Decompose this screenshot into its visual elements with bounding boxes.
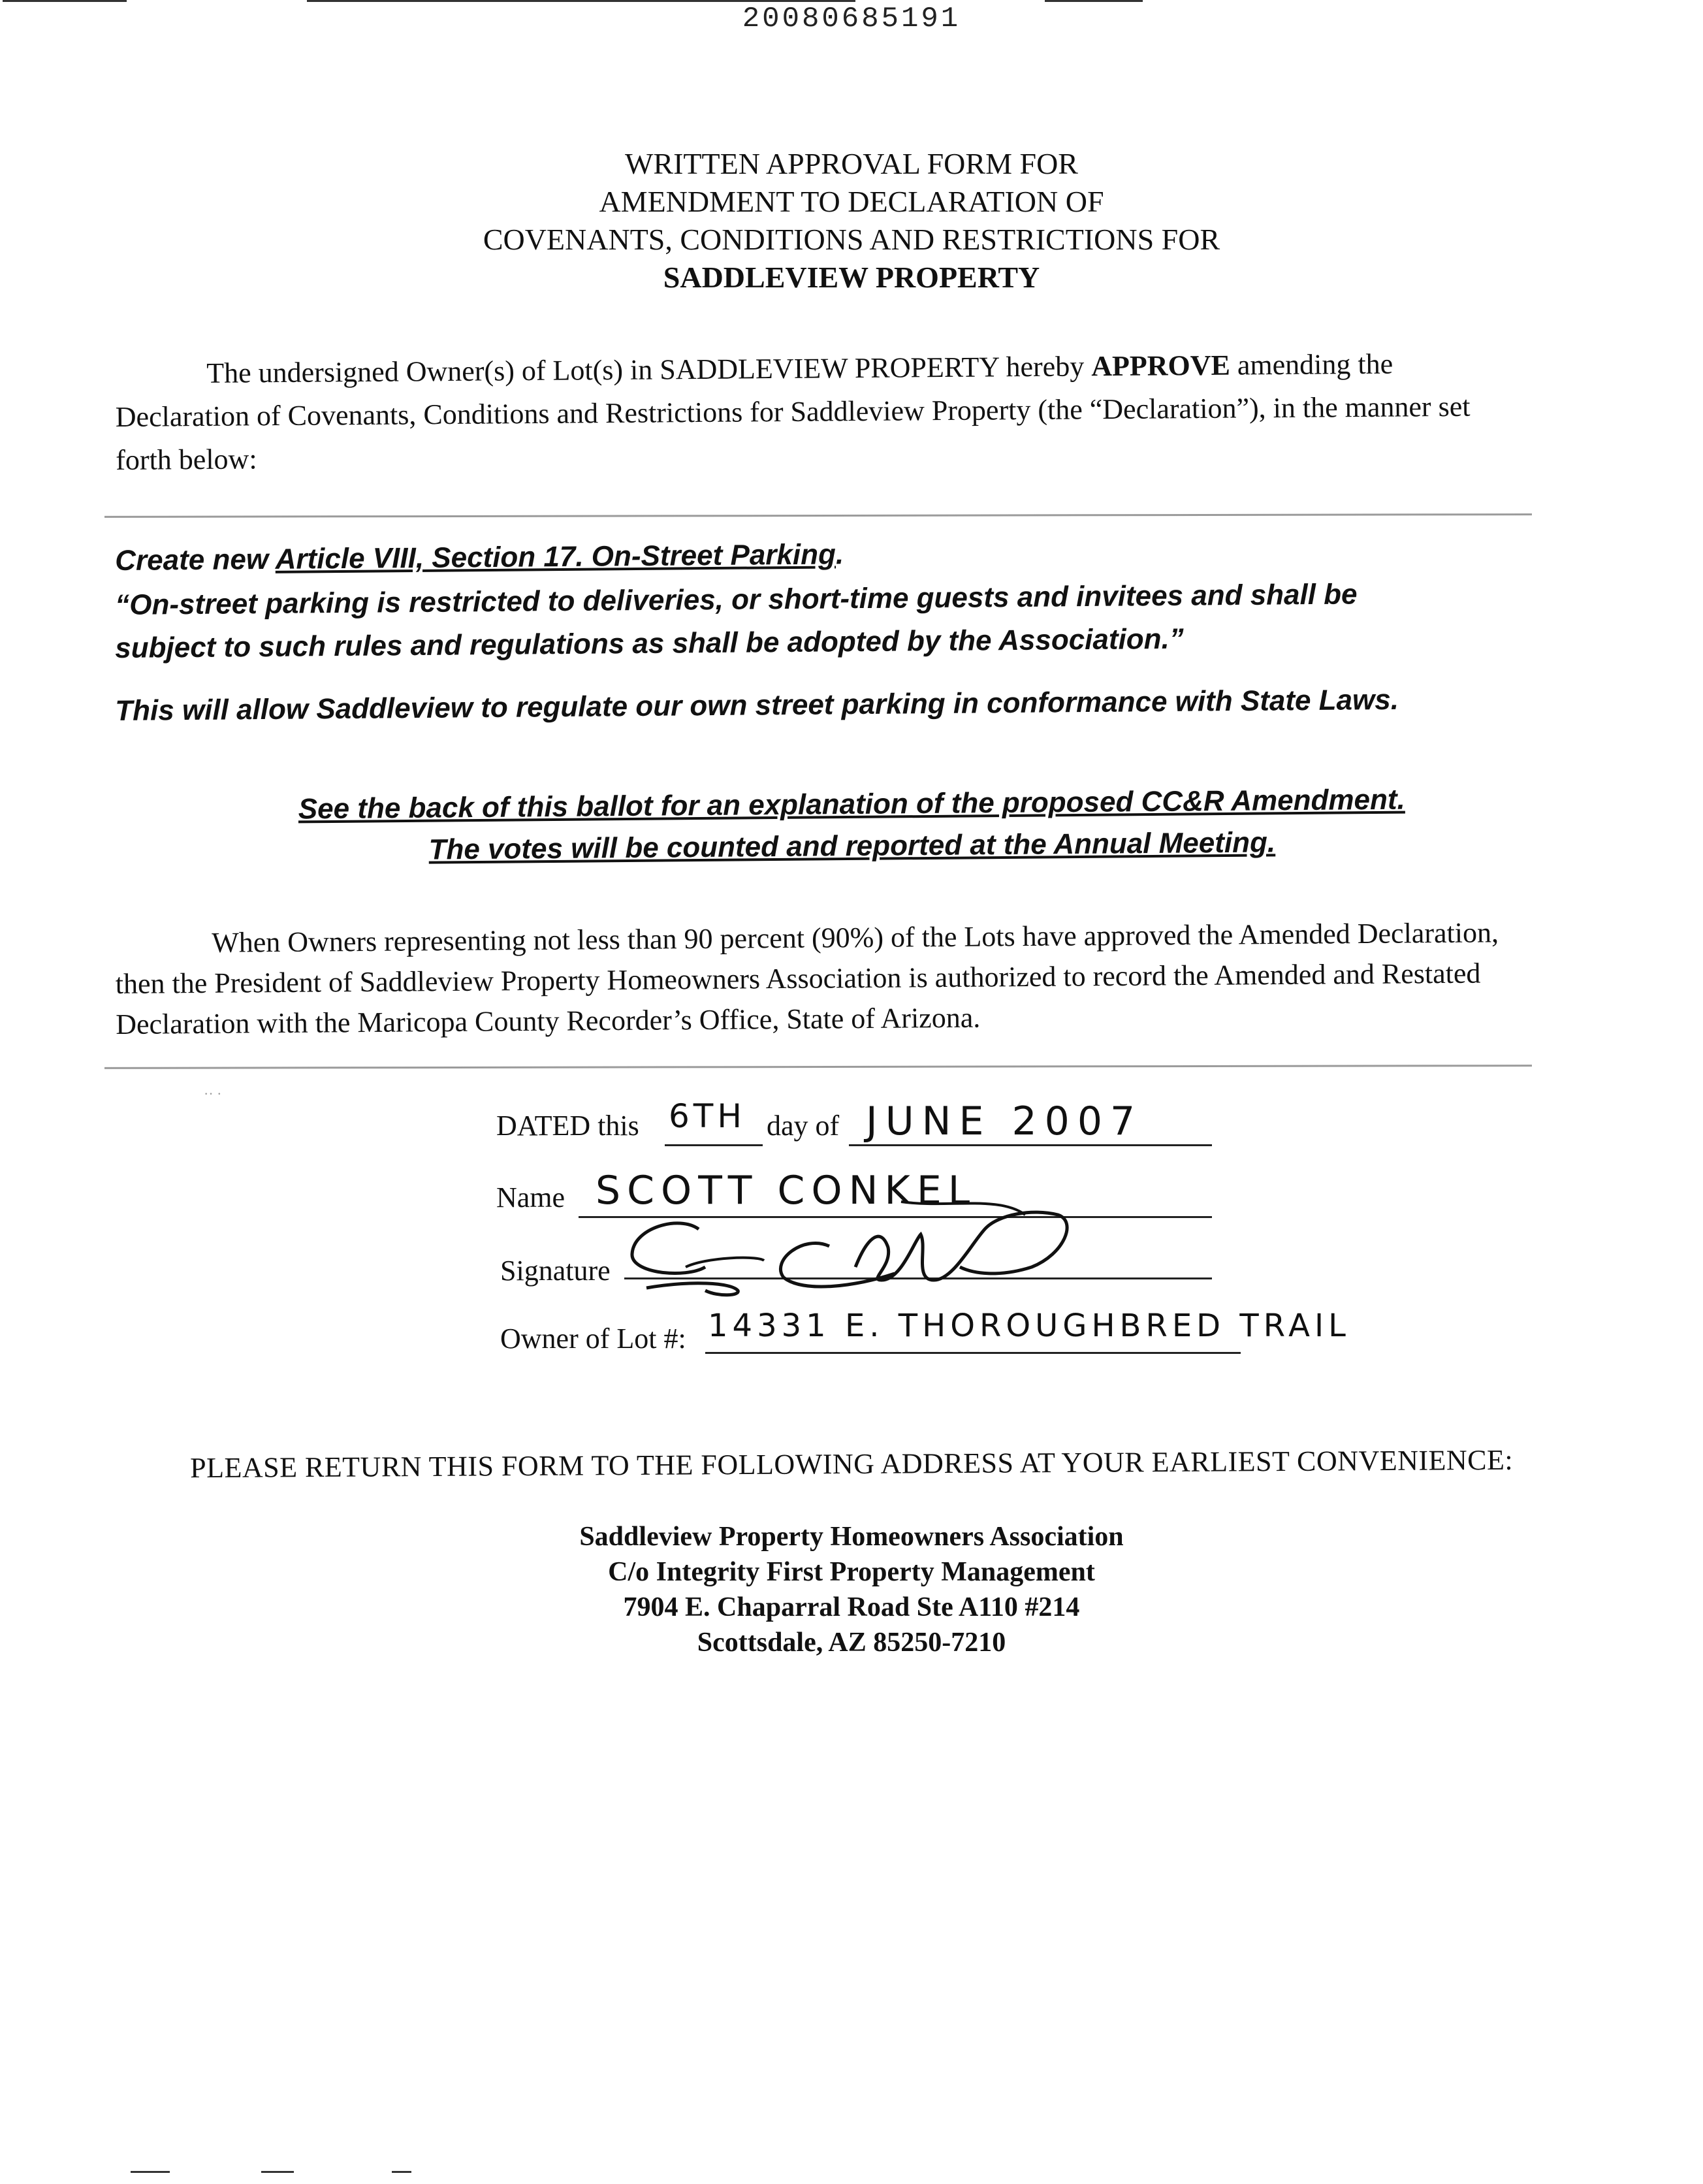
form-title [0,145,1703,297]
scan-mark-top-right [1045,0,1143,2]
day-line [665,1144,763,1146]
intro-part-1: The undersigned Owner(s) of Lot(s) in SADDLEVIEW PROPERTY hereby [206,350,1092,389]
name-value: SCOTT CONKEL [596,1168,977,1213]
divider-top [104,513,1532,518]
address-line-1: Saddleview Property Homeowners Association [579,1522,1124,1552]
intro-approve: APPROVE [1091,349,1231,383]
amendment-purpose: This will allow Saddleview to regulate our own street parking in conformance with State Laws. [115,683,1399,727]
margin-smudge: ·· · [204,1085,222,1102]
return-instruction: PLEASE RETURN THIS FORM TO THE FOLLOWING ADDRESS AT YOUR EARLIEST CONVENIENCE: [189,1443,1514,1485]
title-line-1: WRITTEN APPROVAL FORM FOR [625,147,1078,180]
title-line-2: AMENDMENT TO DECLARATION OF [599,185,1104,218]
amendment-article: Article VIII, Section 17. On-Street Parking [275,538,836,575]
scan-mark-bottom-3 [392,2171,411,2173]
signature-drawing [607,1189,1090,1300]
intro-paragraph [115,342,1506,482]
signature-label: Signature [500,1255,611,1287]
back-note-line-1: See the back of this ballot for an explanation of the proposed CC&R Amendment. [298,783,1405,826]
intro-part-2: amending the Declaration of Covenants, Conditions and Restrictions for Saddleview Property (the “Declaration”), in the manner set forth below: [115,347,1471,476]
owner-lot-line [705,1352,1241,1354]
document-number: 20080685191 [742,3,961,35]
month-year-value: JUNE 2007 [866,1099,1143,1144]
amendment-quote-line-2: subject to such rules and regulations as shall be adopted by the Association.” [115,622,1184,664]
approval-text: When Owners representing not less than 90 percent (90%) of the Lots have approved the Amended Declaration, then the President of Saddleview Property Homeowners Association is authorized to record the Amended and Restated Declaration with the Maricopa County Recorder’s Office, State of Arizona. [115,916,1499,1040]
scan-mark-bottom-2 [261,2171,294,2173]
owner-lot-label: Owner of Lot #: [500,1323,686,1355]
back-note-line-2: The votes will be counted and reported at the Annual Meeting. [428,826,1276,866]
month-year-line [849,1144,1212,1146]
address-line-4: Scottsdale, AZ 85250-7210 [697,1628,1006,1658]
scan-mark-bottom-1 [131,2171,170,2173]
name-label: Name [496,1181,565,1213]
amendment-create-suffix: . [835,538,844,571]
amendment-create-prefix: Create new [115,543,276,577]
day-of-label: day of [767,1110,840,1142]
scan-mark-top-mid [307,0,855,2]
scan-mark-top-left [3,0,127,2]
address-line-3: 7904 E. Chaparral Road Ste A110 #214 [623,1592,1080,1622]
back-note [0,777,1703,875]
address-line-2: C/o Integrity First Property Management [608,1557,1095,1587]
owner-lot-value: 14331 E. THOROUGHBRED TRAIL [708,1308,1350,1344]
title-line-3: COVENANTS, CONDITIONS AND RESTRICTIONS FOR [483,223,1220,256]
amendment-quote-line-1: “On-street parking is restricted to deliveries, or short-time guests and invitees and shall be [115,578,1358,621]
dated-label: DATED this [496,1110,639,1142]
title-line-4: SADDLEVIEW PROPERTY [663,261,1040,294]
day-value: 6TH [669,1097,746,1135]
approval-paragraph [115,912,1500,1045]
divider-bottom [104,1065,1532,1069]
return-address [0,1519,1703,1660]
